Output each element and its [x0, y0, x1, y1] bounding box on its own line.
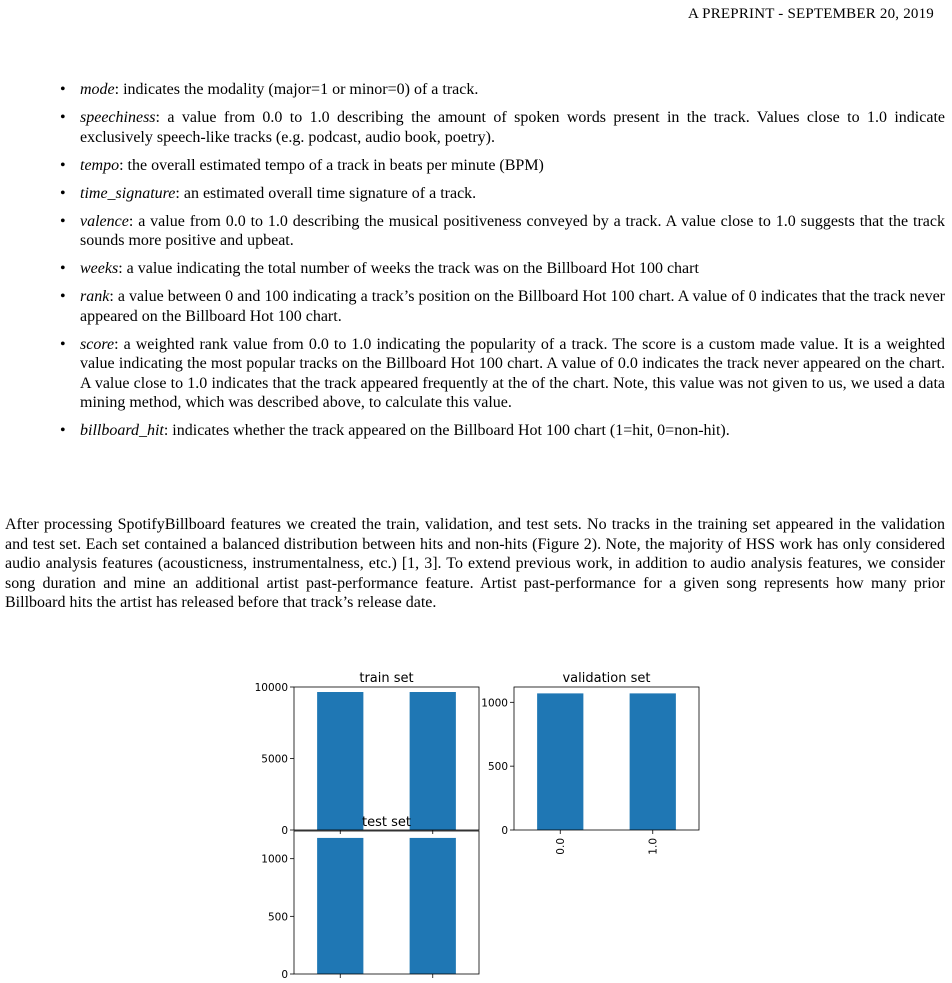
- bar: [410, 838, 456, 974]
- y-tick-label: 0: [501, 825, 508, 837]
- feature-description: : the overall estimated tempo of a track in beats per minute (BPM): [119, 156, 544, 174]
- feature-description: : indicates the modality (major=1 or minor=0) of a track.: [114, 81, 479, 98]
- list-item: • score: a weighted rank value from 0.0 to 1.0 indicating the popularity of a track. The score is a custom made value. It is a weighted value indicating the most popular tracks on the Billboard Hot 100 chart. A value of 0.0 indicates the track never appeared on the chart. A value close to 1.0 indicates that the track appeared frequently at the of the chart. Note, this value was not given to us, we used a data mining method, which was described above, to calculate this value.: [60, 335, 945, 411]
- list-item: • rank: a value between 0 and 100 indicating a track’s position on the Billboard Hot 100 chart. A value of 0 indicates that the track never appeared on the Billboard Hot 100 chart.: [60, 288, 945, 325]
- feature-list: [60, 80, 945, 449]
- chart-panel: [481, 671, 699, 855]
- feature-term: speechiness: [80, 109, 156, 126]
- bar: [537, 693, 583, 830]
- chart-panel: [261, 815, 479, 982]
- feature-term: rank: [80, 288, 110, 305]
- body-paragraph: After processing SpotifyBillboard features we created the train, validation, and test sets. No tracks in the training set appeared in the validation and test set. Each set contained a balanced distribution between hits and non-hits (Figure 2). Note, the majority of HSS work has only considered audio analysis features (acousticness, instrumentalness, etc.) [1, 3]. To extend previous work, in addition to audio analysis features, we consider song duration and mine an additional artist past-performance feature. Artist past-performance for a given song represents how many prior Billboard hits the artist has released before that track’s release date.: [5, 516, 945, 611]
- y-tick-label: 0: [281, 825, 288, 837]
- feature-description: : a value indicating the total number of weeks the track was on the Billboard Hot 100 chart: [118, 260, 699, 277]
- chart-title: train set: [359, 671, 414, 686]
- feature-description: : a value from 0.0 to 1.0 describing the musical positiveness conveyed by a track. A value close to 1.0 suggests that the track sounds more positive and upbeat.: [80, 212, 945, 249]
- y-tick-label: 5000: [261, 753, 288, 766]
- feature-term: score: [80, 335, 115, 353]
- list-item: • time_signature: an estimated overall time signature of a track.: [60, 184, 477, 202]
- list-item: • mode: indicates the modality (major=1 or minor=0) of a track.: [60, 81, 479, 98]
- y-tick-label: 1000: [481, 697, 508, 710]
- feature-description: : a value between 0 and 100 indicating a track’s position on the Billboard Hot 100 chart. A value of 0 indicates that the track never appeared on the Billboard Hot 100 chart.: [80, 288, 945, 325]
- feature-term: weeks: [80, 260, 119, 277]
- bar: [410, 692, 456, 830]
- bar: [317, 692, 363, 830]
- list-item: • valence: a value from 0.0 to 1.0 describing the musical positiveness conveyed by a track. A value close to 1.0 suggests that the track sounds more positive and upbeat.: [60, 212, 945, 249]
- y-tick-label: 500: [487, 761, 508, 774]
- feature-term: tempo: [80, 156, 120, 174]
- feature-term: mode: [80, 81, 115, 98]
- chart-title: validation set: [562, 671, 651, 686]
- feature-description: : a value from 0.0 to 1.0 describing the amount of spoken words present in the track. Values close to 1.0 indicate exclusively speech-like tracks (e.g. podcast, audio book, poetry).: [80, 109, 945, 146]
- feature-term: valence: [80, 212, 129, 230]
- y-tick-label: 500: [267, 911, 288, 924]
- list-item: • speechiness: a value from 0.0 to 1.0 describing the amount of spoken words present in the track. Values close to 1.0 indicate exclusively speech-like tracks (e.g. podcast, audio book, poetry).: [60, 109, 945, 146]
- feature-description: : a weighted rank value from 0.0 to 1.0 indicating the popularity of a track. The score is a custom made value. It is a weighted value indicating the most popular tracks on the Billboard Hot 100 chart. A value of 0.0 indicates the track never appeared on the chart. A value close to 1.0 indicates that the track appeared frequently at the of the chart. Note, this value was not given to us, we used a data mining method, which was described above, to calculate this value.: [80, 335, 945, 411]
- y-tick-label: 10000: [254, 682, 288, 694]
- x-tick-label: 1.0: [647, 838, 660, 855]
- chart-title: test set: [362, 815, 411, 830]
- feature-term: billboard_hit: [80, 422, 164, 439]
- y-tick-label: 0: [281, 969, 288, 981]
- x-tick-label: 0.0: [554, 838, 567, 855]
- y-tick-label: 1000: [261, 853, 288, 866]
- bar: [630, 693, 676, 830]
- list-item: • tempo: the overall estimated tempo of a track in beats per minute (BPM): [60, 156, 544, 174]
- page-header: A PREPRINT - SEPTEMBER 20, 2019: [688, 6, 934, 22]
- feature-description: : indicates whether the track appeared on the Billboard Hot 100 chart (1=hit, 0=non-hit).: [163, 422, 730, 439]
- bar: [317, 838, 363, 974]
- list-item: • billboard_hit: indicates whether the track appeared on the Billboard Hot 100 chart (1=hit, 0=non-hit).: [60, 422, 730, 439]
- figure-bar-charts: [230, 662, 730, 982]
- feature-description: : an estimated overall time signature of a track.: [175, 184, 477, 202]
- list-item: • weeks: a value indicating the total number of weeks the track was on the Billboard Hot 100 chart: [60, 260, 699, 277]
- feature-term: time_signature: [80, 184, 176, 202]
